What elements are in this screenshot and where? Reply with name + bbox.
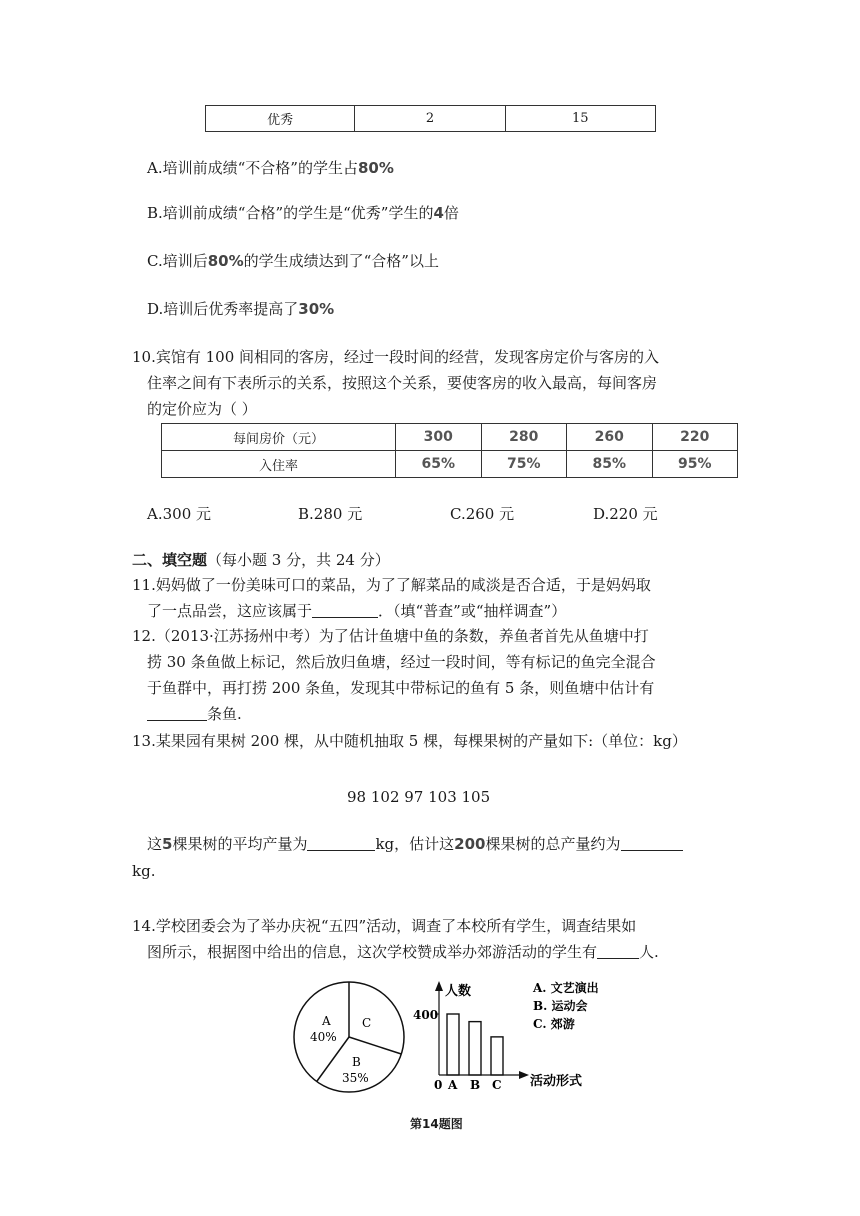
rate-cell: 65% — [396, 451, 482, 478]
q12-text-line: 12.（2013·江苏扬州中考）为了估计鱼塘中鱼的条数，养鱼者首先从鱼塘中打 — [132, 627, 649, 645]
q13-text-line: 这5棵果树的平均产量为 kg，估计这200棵果树的总产量约为 — [147, 833, 683, 855]
q9-option-c: C.培训后80%的学生成绩达到了“合格”以上 — [147, 252, 439, 270]
rate-cell: 95% — [652, 451, 738, 478]
x-tick-label-a: A — [448, 1078, 458, 1092]
table-cell: 优秀 — [206, 106, 355, 132]
q13-text-line: kg. — [132, 862, 156, 880]
answer-blank[interactable] — [307, 835, 375, 851]
room-price-table — [161, 423, 738, 478]
bar-b — [469, 1022, 481, 1075]
legend-item-a: A. 文艺演出 — [533, 981, 599, 995]
row-label: 每间房价（元） — [162, 424, 396, 451]
price-cell: 260 — [567, 424, 653, 451]
price-cell: 220 — [652, 424, 738, 451]
q10-option-c: C.260 元 — [450, 505, 515, 523]
pie-pct-b: 35% — [342, 1071, 369, 1085]
section-heading: 二、填空题（每小题 3 分，共 24 分） — [132, 551, 390, 569]
q10-option-a: A.300 元 — [147, 505, 211, 523]
pie-pct-a: 40% — [310, 1030, 337, 1044]
q12-text-line: 于鱼群中，再打捞 200 条鱼，发现其中带标记的鱼有 5 条，则鱼塘中估计有 — [147, 679, 655, 697]
answer-blank[interactable] — [312, 602, 378, 618]
survey-figure — [280, 975, 640, 1135]
q14-text-line: 14.学校团委会为了举办庆祝“五四”活动，调查了本校所有学生，调查结果如 — [132, 917, 637, 935]
score-table-fragment — [205, 105, 656, 132]
rate-cell: 75% — [481, 451, 567, 478]
tick-label-400: 400 — [413, 1008, 439, 1022]
legend-item-c: C. 郊游 — [533, 1017, 575, 1031]
pie-label-b: B — [352, 1055, 361, 1069]
price-cell: 300 — [396, 424, 482, 451]
x-tick-label-b: B — [470, 1078, 481, 1092]
pie-divider — [349, 1037, 401, 1054]
q10-text-line: 住率之间有下表所示的关系，按照这个关系，要使客房的收入最高，每间客房 — [147, 374, 658, 392]
row-label: 入住率 — [162, 451, 396, 478]
q9-option-b: B.培训前成绩“合格”的学生是“优秀”学生的4倍 — [147, 204, 459, 222]
q14-text-line: 图所示，根据图中给出的信息，这次学校赞成举办郊游活动的学生有 人. — [147, 943, 659, 961]
answer-blank[interactable] — [147, 705, 207, 721]
legend — [532, 980, 599, 1031]
x-axis-arrow — [519, 1071, 529, 1079]
price-cell: 280 — [481, 424, 567, 451]
x-tick-label-c: C — [492, 1078, 502, 1092]
q12-text-line: 捞 30 条鱼做上标记，然后放归鱼塘，经过一段时间，等有标记的鱼完全混合 — [147, 653, 656, 671]
q12-text-line: 条鱼. — [147, 703, 242, 725]
table-cell: 15 — [505, 106, 655, 132]
rate-cell: 85% — [567, 451, 653, 478]
q9-option-a: A.培训前成绩“不合格”的学生占80% — [147, 159, 394, 177]
bar-c — [491, 1037, 503, 1075]
bar-a — [447, 1014, 459, 1075]
y-axis-label: 人数 — [445, 984, 472, 999]
y-axis-arrow — [435, 981, 443, 991]
q10-option-d: D.220 元 — [593, 505, 658, 523]
legend-item-b: B. 运动会 — [533, 999, 588, 1013]
x-axis-label: 活动形式 — [530, 1074, 583, 1089]
q10-text-line: 10.宾馆有 100 间相同的客房，经过一段时间的经营，发现客房定价与客房的入 — [132, 348, 660, 366]
pie-label-c: C — [362, 1016, 372, 1030]
pie-label-a: A — [322, 1014, 331, 1028]
q11-text-line: 11.妈妈做了一份美味可口的菜品，为了了解菜品的咸淡是否合适，于是妈妈取 — [132, 576, 651, 594]
origin-label: 0 — [434, 1078, 443, 1092]
answer-blank[interactable] — [621, 835, 683, 851]
table-cell: 2 — [355, 106, 505, 132]
answer-blank[interactable] — [597, 943, 639, 959]
q9-option-d: D.培训后优秀率提高了30% — [147, 300, 335, 318]
bar-chart — [413, 981, 582, 1092]
pie-chart — [294, 982, 404, 1092]
q10-option-b: B.280 元 — [298, 505, 363, 523]
figure-caption: 第14题图 — [410, 1117, 463, 1131]
q10-text-line: 的定价应为（ ） — [147, 400, 257, 418]
q11-text-line: 了一点品尝，这应该属于 ．（填“普查”或“抽样调查”） — [147, 602, 567, 620]
q13-text-line: 13.某果园有果树 200 棵，从中随机抽取 5 棵，每棵果树的产量如下:（单位：kg） — [132, 732, 687, 750]
q13-data: 98 102 97 103 105 — [347, 788, 491, 806]
